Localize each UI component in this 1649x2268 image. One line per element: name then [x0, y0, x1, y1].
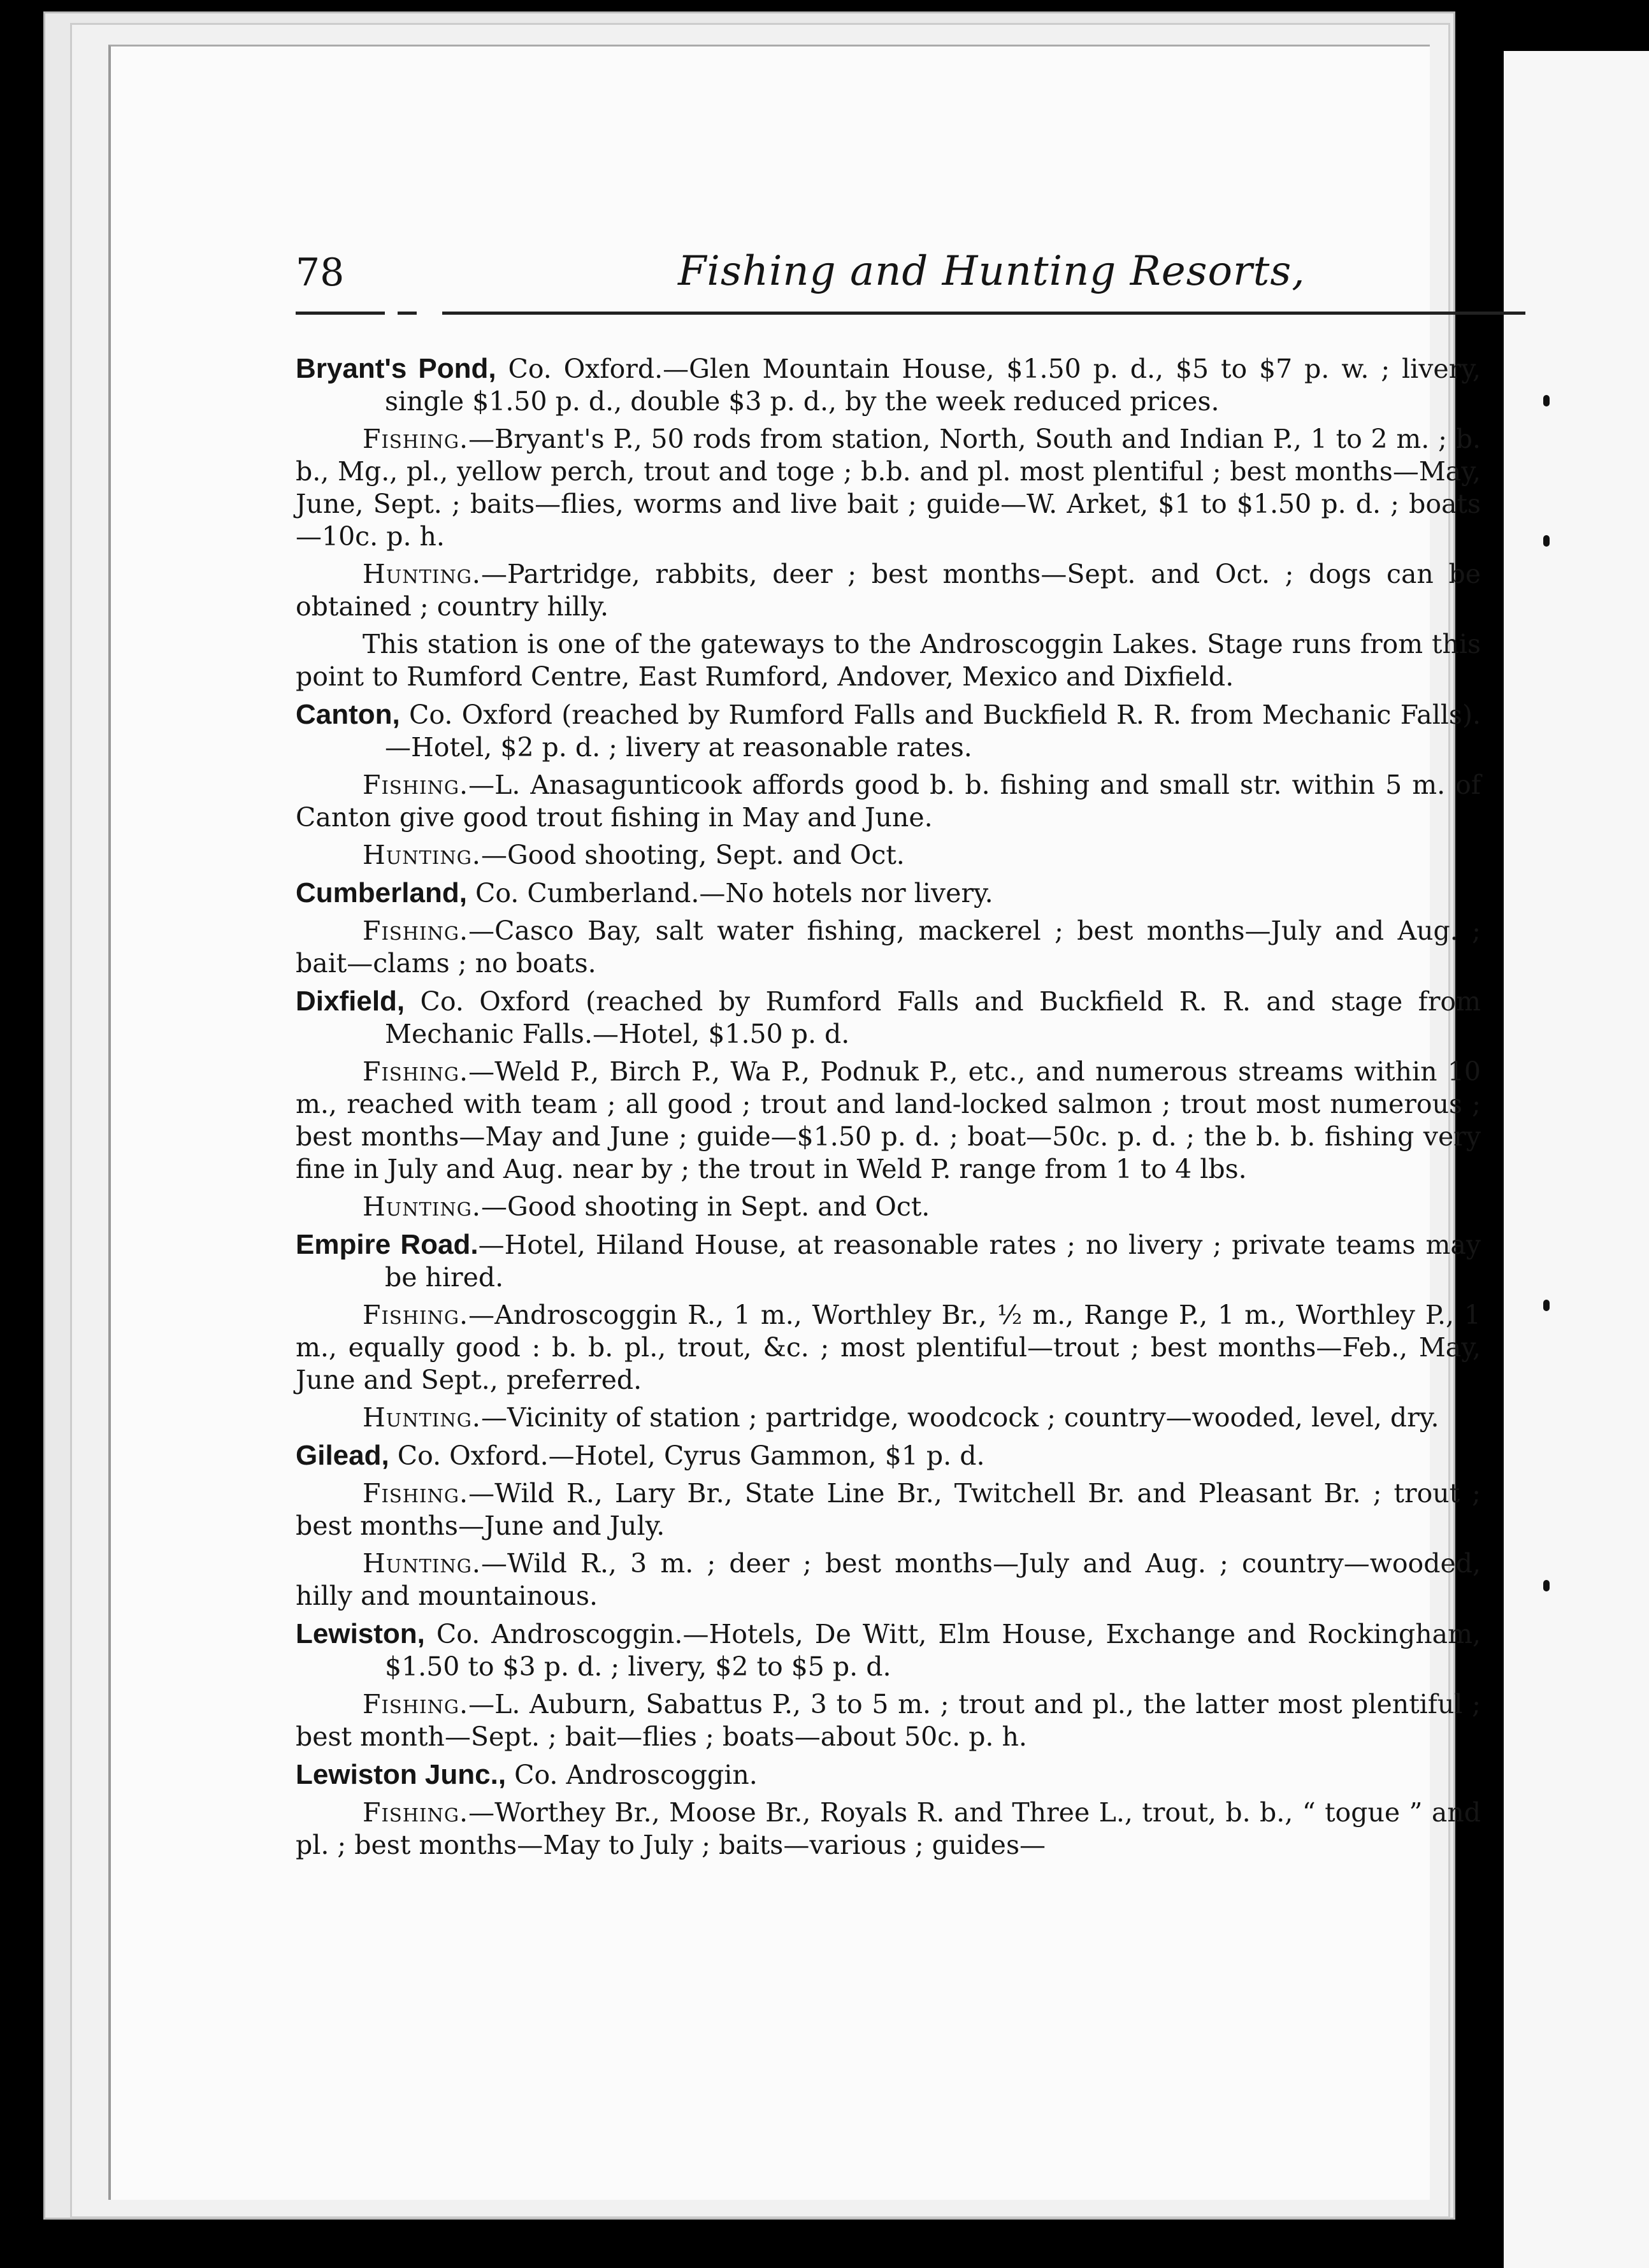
entry-heading	[296, 877, 1481, 910]
fishing-paragraph	[296, 1299, 1481, 1396]
hunting-paragraph	[296, 1402, 1481, 1434]
paragraph-label: Fishing.	[363, 1797, 469, 1828]
margin-mark	[1543, 395, 1550, 406]
paragraph-text: —Weld P., Birch P., Wa P., Podnuk P., etc., and numerous streams within 10 m., reached with team ; all good ; trout and land-locked salmon ; trout most numerous ; best months—May and June ; guide—$1.50 p. d. ; boat—50c. p. d. ; the b. b. fishing very fine in July and Aug. near by ; the trout in Weld P. range from 1 to 4 lbs.	[296, 1056, 1481, 1184]
fishing-paragraph	[296, 1477, 1481, 1542]
entry-details: Co. Oxford (reached by Rumford Falls and Buckfield R. R. and stage from Mechanic Falls.—Hotel, $1.50 p. d.	[385, 986, 1481, 1049]
hunting-paragraph	[296, 1547, 1481, 1612]
paragraph-label: Fishing.	[363, 1056, 469, 1087]
fishing-paragraph	[296, 423, 1481, 553]
place-name: Gilead,	[296, 1440, 389, 1471]
entry-details: Co. Cumberland.—No hotels nor livery.	[466, 878, 993, 908]
entry-empire-road	[296, 1228, 1481, 1434]
place-name: Canton,	[296, 699, 400, 730]
entry-cumberland	[296, 877, 1481, 980]
entry-details: Co. Oxford.—Glen Mountain House, $1.50 p. d., $5 to $7 p. w. ; livery, single $1.50 p. d., double $3 p. d., by the week reduced prices.	[385, 354, 1481, 417]
entry-heading	[296, 1618, 1481, 1683]
fishing-paragraph	[296, 1688, 1481, 1753]
entry-heading	[296, 352, 1481, 418]
margin-mark	[1543, 535, 1550, 547]
paragraph-label: Hunting.	[363, 1191, 481, 1222]
paragraph-text: —Good shooting, Sept. and Oct.	[480, 840, 905, 870]
entry-gilead	[296, 1439, 1481, 1612]
paragraph-label: Hunting.	[363, 840, 481, 870]
fishing-paragraph	[296, 1797, 1481, 1862]
paragraph-text: —Partridge, rabbits, deer ; best months—Sept. and Oct. ; dogs can be obtained ; country hilly.	[296, 559, 1481, 622]
running-title: Fishing and Hunting Resorts,	[678, 248, 1306, 295]
paragraph-text: —Worthey Br., Moose Br., Royals R. and Three L., trout, b. b., “ togue ” and pl. ; best months—May to July ; baits—various ; guides—	[296, 1797, 1481, 1860]
paragraph-text: —Wild R., Lary Br., State Line Br., Twitchell Br. and Pleasant Br. ; trout ; best months—June and July.	[296, 1478, 1481, 1541]
entry-dixfield	[296, 985, 1481, 1223]
book-page	[108, 45, 1481, 2200]
entry-details: Co. Androscoggin.	[506, 1760, 758, 1790]
header-rule	[296, 312, 385, 315]
entry-heading	[296, 1758, 1481, 1791]
paragraph-label: Hunting.	[363, 1548, 481, 1579]
paragraph-text: —Wild R., 3 m. ; deer ; best months—July and Aug. ; country—wooded, hilly and mountainous.	[296, 1548, 1481, 1611]
fishing-paragraph	[296, 1056, 1481, 1186]
place-name: Cumberland,	[296, 877, 467, 908]
page-header	[296, 225, 1506, 320]
entry-heading	[296, 1439, 1481, 1472]
entry-bryants-pond	[296, 352, 1481, 693]
page-number: 78	[296, 250, 345, 295]
place-name: Lewiston,	[296, 1618, 425, 1649]
paragraph-label: Fishing.	[363, 424, 469, 454]
paragraph-text: —Good shooting in Sept. and Oct.	[480, 1191, 930, 1222]
entry-heading	[296, 1228, 1481, 1294]
entry-lewiston	[296, 1618, 1481, 1753]
paragraph-label: Fishing.	[363, 1478, 469, 1509]
note-paragraph	[296, 628, 1481, 693]
entry-lewiston-junc	[296, 1758, 1481, 1862]
paragraph-text: —Androscoggin R., 1 m., Worthley Br., ½ m., Range P., 1 m., Worthley P., 1 m., equally good : b. b. pl., trout, &c. ; most plentiful—trout ; best months—Feb., May, June and Sept., preferred.	[296, 1300, 1481, 1395]
hunting-paragraph	[296, 558, 1481, 623]
paragraph-label: Hunting.	[363, 1402, 481, 1433]
paragraph-text: —Vicinity of station ; partridge, woodcock ; country—wooded, level, dry.	[480, 1402, 1439, 1433]
entry-details: —Hotel, Hiland House, at reasonable rates ; no livery ; private teams may be hired.	[385, 1230, 1481, 1293]
entry-canton	[296, 698, 1481, 872]
place-name: Empire Road.	[296, 1229, 479, 1260]
header-rule	[398, 312, 417, 315]
hunting-paragraph	[296, 839, 1481, 872]
place-name: Bryant's Pond,	[296, 353, 496, 384]
entry-heading	[296, 698, 1481, 764]
fishing-paragraph	[296, 769, 1481, 834]
entry-details: Co. Androscoggin.—Hotels, De Witt, Elm House, Exchange and Rockingham, $1.50 to $3 p. d. ; livery, $2 to $5 p. d.	[385, 1619, 1481, 1682]
hunting-paragraph	[296, 1191, 1481, 1223]
paragraph-text: —L. Anasagunticook affords good b. b. fishing and small str. within 5 m. of Canton give good trout fishing in May and June.	[296, 770, 1481, 833]
fishing-paragraph	[296, 915, 1481, 980]
paragraph-label: Fishing.	[363, 1689, 469, 1719]
paragraph-text: —Bryant's P., 50 rods from station, North, South and Indian P., 1 to 2 m. ; b. b., Mg., pl., yellow perch, trout and toge ; b.b. and pl. most plentiful ; best months—May, June, Sept. ; baits—flies, worms and live bait ; guide—W. Arket, $1 to $1.50 p. d. ; boats—10c. p. h.	[296, 424, 1481, 552]
paragraph-label: Fishing.	[363, 770, 469, 800]
margin-mark	[1543, 1300, 1550, 1311]
paragraph-label: Fishing.	[363, 1300, 469, 1330]
margin-mark	[1543, 1580, 1550, 1591]
entry-details: Co. Oxford (reached by Rumford Falls and Buckfield R. R. from Mechanic Falls).—Hotel, $2 p. d. ; livery at reasonable rates.	[385, 700, 1481, 763]
paragraph-label: Fishing.	[363, 915, 469, 946]
page-body	[296, 352, 1481, 1867]
facing-page-edge	[1504, 51, 1649, 2268]
place-name: Lewiston Junc.,	[296, 1759, 507, 1790]
paragraph-label: Hunting.	[363, 559, 481, 589]
paragraph-text: —L. Auburn, Sabattus P., 3 to 5 m. ; trout and pl., the latter most plentiful ; best month—Sept. ; bait—flies ; boats—about 50c. p. h.	[296, 1689, 1481, 1752]
paragraph-text: This station is one of the gateways to the Androscoggin Lakes. Stage runs from this point to Rumford Centre, East Rumford, Andover, Mexico and Dixfield.	[296, 629, 1481, 692]
entry-details: Co. Oxford.—Hotel, Cyrus Gammon, $1 p. d.	[389, 1440, 985, 1471]
entry-heading	[296, 985, 1481, 1051]
place-name: Dixfield,	[296, 986, 405, 1017]
header-rule	[442, 312, 1525, 315]
paragraph-text: —Casco Bay, salt water fishing, mackerel ; best months—July and Aug. ; bait—clams ; no boats.	[296, 915, 1481, 979]
